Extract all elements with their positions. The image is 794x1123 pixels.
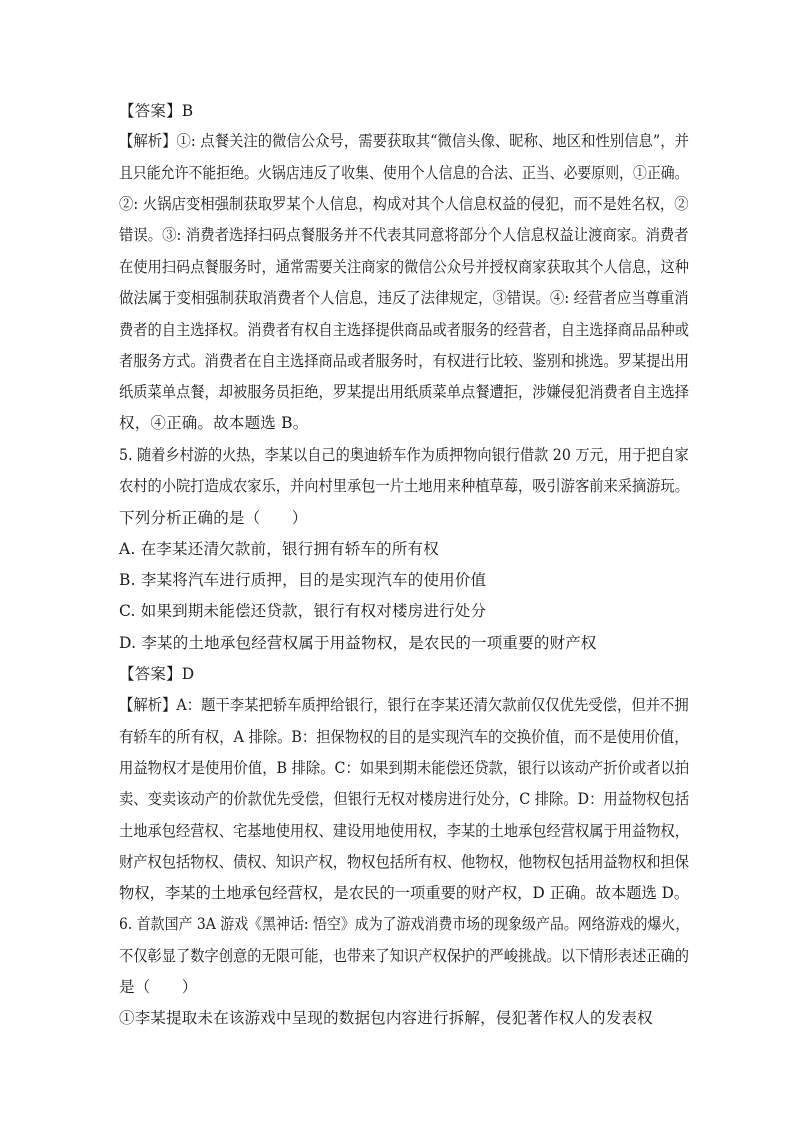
- analysis-line: 费者的自主选择权。消费者有权自主选择提供商品或者服务的经营者，自主选择商品品种或: [119, 321, 690, 339]
- answer-label-q5: 【答案】D: [119, 665, 195, 683]
- analysis-line: 错误。③: 消费者选择扫码点餐服务并不代表其同意将部分个人信息权益让渡商家。消费者: [119, 226, 689, 244]
- question-6-stem: 不仅彰显了数字创意的无限可能，也带来了知识产权保护的严峻挑战。以下情形表述正确的: [119, 947, 690, 965]
- analysis-line: 纸质菜单点餐，却被服务员拒绝，罗某提出用纸质菜单点餐遭拒，涉嫌侵犯消费者自主选择: [119, 383, 690, 401]
- question-5-stem: 5. 随着乡村游的火热，李某以自己的奥迪轿车作为质押物向银行借款 20 万元，用于把自家: [119, 446, 689, 464]
- analysis-line: 做法属于变相强制获取消费者个人信息，违反了法律规定，③错误。④: 经营者应当尊重消: [119, 289, 689, 307]
- statement-1: ①李某提取未在该游戏中呈现的数据包内容进行拆解，侵犯著作权人的发表权: [119, 1009, 653, 1027]
- analysis-line: 在使用扫码点餐服务时，通常需要关注商家的微信公众号并授权商家获取其个人信息，这种: [119, 258, 690, 276]
- option-b: B. 李某将汽车进行质押，目的是实现汽车的使用价值: [119, 571, 487, 589]
- analysis-line: 物权，李某的土地承包经营权，是农民的一项重要的财产权，D 正确。故本题选 D。: [119, 884, 690, 902]
- option-c: C. 如果到期未能偿还贷款，银行有权对楼房进行处分: [119, 602, 487, 620]
- analysis-line: 权，④正确。故本题选 B。: [119, 414, 309, 432]
- analysis-line: 财产权包括物权、债权、知识产权，物权包括所有权、他物权，他物权包括用益物权和担保: [119, 853, 690, 871]
- option-a: A. 在李某还清欠款前，银行拥有轿车的所有权: [119, 540, 439, 558]
- analysis-line: 土地承包经营权、宅基地使用权、建设用地使用权，李某的土地承包经营权属于用益物权，: [119, 822, 690, 840]
- analysis-line: 有轿车的所有权，A 排除。B：担保物权的目的是实现汽车的交换价值，而不是使用价值，: [119, 728, 689, 746]
- question-6-stem: 6. 首款国产 3A 游戏《黑神话: 悟空》成为了游戏消费市场的现象级产品。网络游戏的爆火，: [119, 915, 690, 933]
- question-5-stem: 下列分析正确的是（ ）: [119, 509, 308, 527]
- analysis-line: 【解析】①: 点餐关注的微信公众号，需要获取其“微信头像、昵称、地区和性别信息”，并: [119, 132, 689, 150]
- question-5-stem: 农村的小院打造成农家乐，并向村里承包一片土地用来种植草莓，吸引游客前来采摘游玩。: [119, 477, 690, 495]
- analysis-line: 用益物权才是使用价值，B 排除。C：如果到期未能偿还贷款，银行以该动产折价或者以拍: [119, 759, 690, 777]
- answer-label-q4: 【答案】B: [119, 102, 194, 120]
- analysis-line: 且只能允许不能拒绝。火锅店违反了收集、使用个人信息的合法、正当、必要原则，①正确。: [119, 164, 689, 182]
- analysis-line: 【解析】A：题干李某把轿车质押给银行，银行在李某还清欠款前仅仅优先受偿，但并不拥: [119, 696, 689, 714]
- question-6-stem: 是（ ）: [119, 978, 198, 996]
- analysis-line: 者服务方式。消费者在自主选择商品或者服务时，有权进行比较、鉴别和挑选。罗某提出用: [119, 352, 690, 370]
- analysis-line: ②: 火锅店变相强制获取罗某个人信息，构成对其个人信息权益的侵犯，而不是姓名权，②: [119, 195, 689, 213]
- analysis-line: 卖、变卖该动产的价款优先受偿，但银行无权对楼房进行处分，C 排除。D：用益物权包括: [119, 790, 690, 808]
- option-d: D. 李某的土地承包经营权属于用益物权，是农民的一项重要的财产权: [119, 634, 597, 652]
